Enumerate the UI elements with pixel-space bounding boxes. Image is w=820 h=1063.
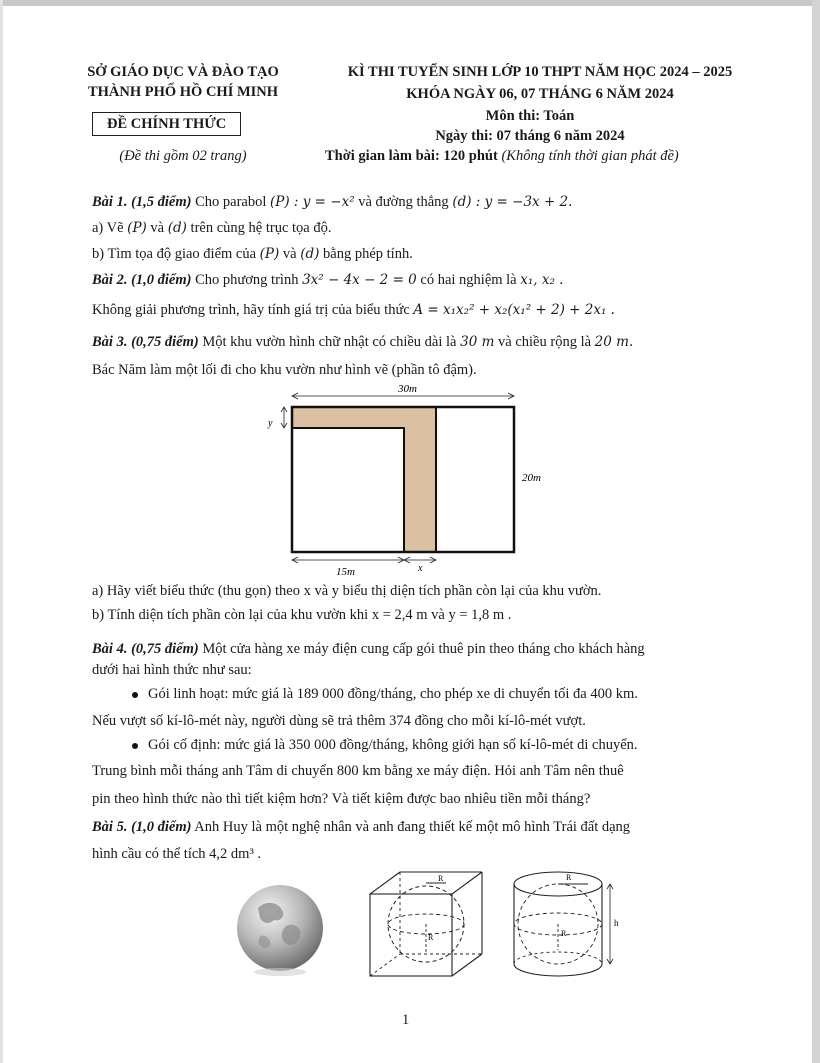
bai2-equation: 3x² − 4x − 2 = 0 [302, 272, 417, 288]
label-x: x [418, 563, 423, 574]
official-label: ĐỀ CHÍNH THỨC [92, 112, 241, 136]
cube-radius-label: R [438, 874, 444, 883]
duration-note: (Không tính thời gian phát đề) [501, 148, 679, 164]
bai1-a-p: (P) [127, 220, 147, 236]
city-name: THÀNH PHỐ HỒ CHÍ MINH [87, 84, 279, 100]
bai4-title: Bài 4. (0,75 điểm) [92, 641, 199, 657]
cylinder-bottom-back [514, 952, 602, 964]
bai4-line4: Trung bình mỗi tháng anh Tâm di chuyển 800 km bằng xe máy điện. Hỏi anh Tâm nên thuê [92, 763, 624, 779]
exam-title: KÌ THI TUYỂN SINH LỚP 10 THPT NĂM HỌC 2024 – 2025 [347, 64, 733, 80]
bai1-statement [92, 194, 572, 211]
bai5-line2: hình cầu có thể tích 4,2 dm³ . [92, 846, 262, 862]
bai1-b-suffix: bằng phép tính. [319, 246, 413, 262]
sphere-in-cube-figure [362, 866, 492, 986]
bai5-statement [92, 819, 630, 836]
bai2-title: Bài 2. (1,0 điểm) [92, 272, 192, 288]
bai1-parabol: (P) : y = −x² [270, 194, 355, 210]
bai1-a-suffix: trên cùng hệ trục tọa độ. [186, 220, 332, 236]
bai4-bullet2 [132, 737, 638, 754]
bai1-a-d: (d) [167, 220, 187, 236]
exam-session: KHÓA NGÀY 06, 07 THÁNG 6 NĂM 2024 [406, 86, 674, 102]
bai2-line2-text: Không giải phương trình, hãy tính giá trị của biểu thức [92, 302, 414, 318]
pages-note: (Đề thi gồm 02 trang) [119, 148, 247, 164]
sphere-in-cylinder-figure [506, 866, 626, 986]
cyl-radius-label: R [566, 873, 572, 882]
bai3-line2: Bác Năm làm một lối đi cho khu vườn như hình vẽ (phần tô đậm). [92, 362, 477, 378]
bai2-expression: A = x₁x₂² + x₂(x₁² + 2) + 2x₁ . [413, 302, 615, 318]
cube-edge [370, 872, 400, 894]
bullet-dot [132, 692, 138, 698]
cube-inner-radius-label: R [428, 933, 434, 942]
bai1-text-2: và đường thẳng [354, 194, 453, 210]
bai2-text: Cho phương trình [191, 272, 303, 288]
bai4-statement [92, 641, 645, 658]
bai3-part-a: a) Hãy viết biểu thức (thu gọn) theo x và y biểu thị diện tích phần còn lại của khu vườn. [92, 583, 602, 599]
bai2-statement [92, 272, 563, 289]
bai3-title: Bài 3. (0,75 điểm) [92, 334, 199, 350]
cyl-inner-radius-label: R [561, 929, 567, 938]
globe-image [230, 878, 330, 978]
exam-date: Ngày thi: 07 tháng 6 năm 2024 [435, 128, 625, 144]
bai4-line2: dưới hai hình thức như sau: [92, 662, 252, 678]
bai2-line2 [92, 302, 615, 319]
bai1-a-prefix: a) Vẽ [92, 220, 128, 236]
bai3-width: 20 m. [594, 334, 634, 350]
duration-label: Thời gian làm bài: 120 phút [325, 148, 498, 164]
page-number: 1 [402, 1012, 410, 1028]
bai2-roots: x₁, x₂ . [520, 272, 564, 288]
bai4-bullet1 [132, 686, 638, 703]
bai1-part-a [92, 220, 331, 237]
cylinder-bottom-front [514, 964, 602, 976]
bai1-b-d: (d) [300, 246, 320, 262]
duration [325, 148, 679, 165]
bai1-title: Bài 1. (1,5 điểm) [92, 194, 192, 210]
bai1-b-mid: và [279, 246, 301, 262]
bai5-line1: Anh Huy là một nghệ nhân và anh đang thiết kế một mô hình Trái đất dạng [191, 819, 631, 835]
bai3-part-b: b) Tính diện tích phần còn lại của khu vườn khi x = 2,4 m và y = 1,8 m . [92, 607, 512, 623]
label-20m: 20m [522, 472, 541, 484]
bai1-text: Cho parabol [191, 194, 271, 210]
bullet-dot [132, 743, 138, 749]
bai5-title: Bài 5. (1,0 điểm) [92, 819, 192, 835]
bai3-text-2: và chiều rộng là [494, 334, 595, 350]
bai4-line5: pin theo hình thức nào thì tiết kiệm hơn? Và tiết kiệm được bao nhiêu tiền mỗi tháng? [92, 791, 591, 807]
bai1-b-p: (P) [259, 246, 280, 262]
bai4-line3: Nếu vượt số kí-lô-mét này, người dùng sẽ trả thêm 374 đồng cho mỗi kí-lô-mét vượt. [92, 713, 586, 729]
cube-edge [452, 954, 482, 976]
label-y: y [268, 418, 273, 429]
globe-sphere [237, 885, 323, 971]
cube-front-face [370, 894, 452, 976]
globe-shadow [254, 968, 306, 976]
cube-hidden-edge [370, 954, 400, 976]
bai3-length: 30 m [460, 334, 495, 350]
subject: Môn thi: Toán [485, 108, 575, 124]
bai1-part-b [92, 246, 413, 263]
bai4-bullet2-text: Gói cố định: mức giá là 350 000 đồng/tháng, không giới hạn số kí-lô-mét di chuyển. [148, 737, 638, 753]
window-scrollbar-edge[interactable] [812, 0, 820, 1063]
bai1-b-prefix: b) Tìm tọa độ giao điểm của [92, 246, 260, 262]
bai4-line1: Một cửa hàng xe máy điện cung cấp gói thuê pin theo tháng cho khách hàng [198, 641, 645, 657]
bai2-text-2: có hai nghiệm là [416, 272, 521, 288]
cyl-height-label: h [614, 918, 619, 928]
label-30m: 30m [398, 383, 417, 395]
bai3-text: Một khu vườn hình chữ nhật có chiều dài là [198, 334, 461, 350]
cube-edge [452, 872, 482, 894]
bai4-bullet1-text: Gói linh hoạt: mức giá là 189 000 đồng/tháng, cho phép xe di chuyển tối đa 400 km. [148, 686, 638, 702]
bai1-line: (d) : y = −3x + 2. [452, 194, 573, 210]
bai3-statement [92, 334, 633, 351]
department-name: SỞ GIÁO DỤC VÀ ĐÀO TẠO [87, 64, 279, 80]
bai1-a-mid: và [146, 220, 168, 236]
label-15m: 15m [336, 566, 355, 578]
garden-figure [258, 380, 558, 580]
